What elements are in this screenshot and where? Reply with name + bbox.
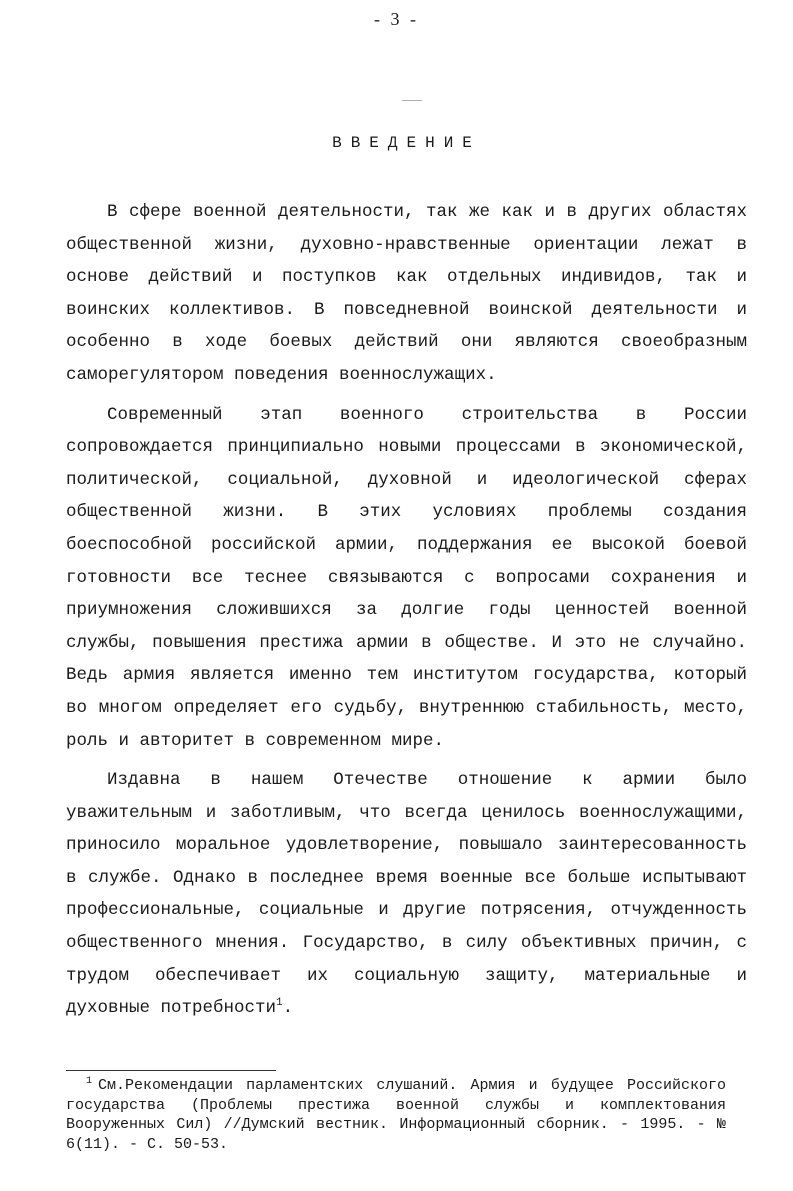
footnote-reference: 1 <box>276 997 283 1010</box>
paragraph-3 <box>66 764 747 1025</box>
paragraph-2: Современный этап военного строительства в России сопровождается принципиально новыми процессами в экономической, политической, социальной, духовной и идеологической сферах общественной жизни. В этих условиях проблемы создания боеспособной российской армии, поддержания ее высокой боевой готовности все теснее связываются с вопросами сохранения и приумножения сложившихся за долгие годы ценностей военной службы, повышения престижа армии в обществе. И это не случайно. Ведь армия является именно тем институтом государства, который во многом определяет его судьбу, внутреннюю стабильность, место, роль и авторитет в современном мире. <box>66 404 747 751</box>
footnote-mark: 1 <box>86 1076 93 1087</box>
footnote <box>66 1076 726 1154</box>
paragraph-1: В сфере военной деятельности, так же как и в других областях общественной жизни, духовно-нравственные ориентации лежат в основе действий и поступков как отдельных индивидов, так и воинских коллективов. В повседневной воинской деятельности и особенно в ходе боевых действий они являются своеобразным саморегулятором поведения военнослужащих. <box>66 202 747 385</box>
section-title: ВВЕДЕНИЕ <box>332 134 481 152</box>
paragraph-3-tail: . <box>282 998 294 1019</box>
scan-artifact-line <box>402 100 422 101</box>
footnote-text: См.Рекомендации парламентских слушаний. Армия и будущее Российского государства (Проблемы престижа военной службы и комплектования Вооруженных Сил) //Думский вестник. Информационный сборник. - 1995. - № 6(11). - С. 50-53. <box>66 1077 726 1153</box>
paragraph-3-text: Издавна в нашем Отечестве отношение к армии было уважительным и заботливым, что всегда ценилось военнослужащими, приносило моральное удовлетворение, повышало заинтересованность в службе. Однако в последнее время военные все больше испытывают профессиональные, социальные и другие потрясения, отчужденность общественного мнения. Государство, в силу объективных причин, с трудом обеспечивает их социальную защиту, материальные и духовные потребности <box>66 770 747 1019</box>
footnote-separator <box>66 1070 276 1071</box>
page-number: - 3 - <box>374 9 419 29</box>
body-text <box>66 196 747 1032</box>
